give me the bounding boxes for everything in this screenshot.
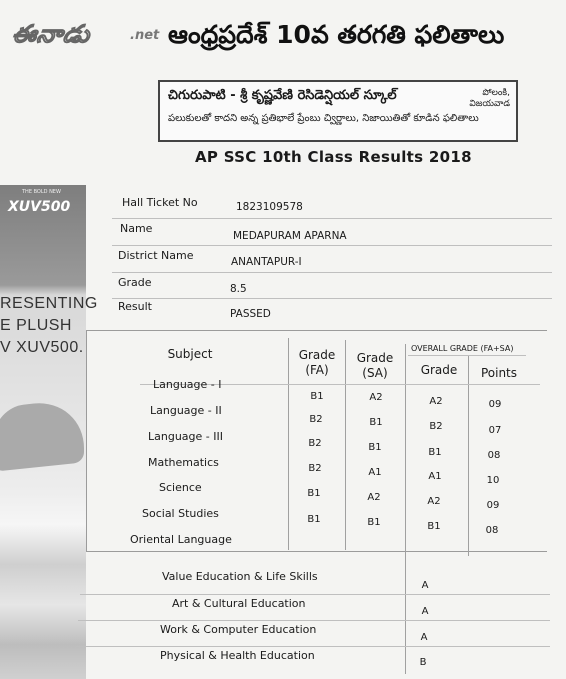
grade-value: 8.5 [230,283,247,295]
sa-grade: A1 [368,467,382,478]
grade-label: Grade [118,276,152,289]
fa-grade: B2 [308,438,322,449]
subject-name: Social Studies [142,507,219,520]
sa-header-line1: Grade [356,351,394,365]
overall-grade: B1 [427,521,441,532]
overall-grade: B [419,657,427,668]
school-banner [158,80,518,142]
results-title: AP SSC 10th Class Results 2018 [195,148,472,166]
overall-grade: A2 [429,396,443,407]
overall-grade: A [421,580,429,591]
overall-grade: B1 [428,447,442,458]
car-image [0,398,84,471]
column-divider [405,344,406,674]
column-divider [288,338,289,550]
result-label: Result [118,300,152,313]
result-value: PASSED [230,308,271,320]
points: 09 [486,500,500,511]
points: 08 [485,525,499,536]
fa-header-line2: (FA) [305,363,329,377]
sa-header-line2: (SA) [362,366,388,380]
overall-grade: A2 [427,496,441,507]
fa-grade: B1 [307,488,321,499]
sa-grade: B1 [368,442,382,453]
sa-grade: A2 [367,492,381,503]
points: 10 [486,475,500,486]
fa-header-line1: Grade [298,348,336,362]
grade-header: Grade [420,363,458,377]
sa-grade: A2 [369,392,383,403]
ad-line-3: V XUV500. [0,339,84,356]
column-divider [345,340,346,550]
page-headline: ఆంధ్రప్రదేశ్ 10వ తరగతి ఫలితాలు [168,20,505,49]
divider [112,272,552,273]
sa-grade: B1 [369,417,383,428]
subject-name: Mathematics [148,456,219,469]
row-divider [80,594,550,595]
fa-grade: B2 [309,414,323,425]
eenadu-logo [8,14,160,50]
name-label: Name [120,222,153,235]
logo-suffix: .net [130,28,160,43]
row-divider [76,646,550,647]
ad-tag: THE BOLD NEW [22,189,61,195]
overall-header: OVERALL GRADE (FA+SA) [411,344,514,353]
school-location-line2: విజయవాడ [469,99,510,109]
column-divider [468,356,469,556]
school-location-line1: పోలంకి, [482,88,510,98]
subject-name: Oriental Language [130,533,232,546]
hall-ticket-label: Hall Ticket No [122,196,198,209]
overall-divider [408,355,526,356]
school-name: చిగురుపాటి - శ్రీ కృష్ణవేణి రెసిడెన్షియల్ స్కూల్ [168,88,397,103]
subject-name: Language - I [153,378,222,391]
divider [112,298,552,299]
fa-grade: B1 [307,514,321,525]
sa-grade: B1 [367,517,381,528]
school-location [469,88,510,110]
subject-name: Physical & Health Education [160,649,315,662]
logo-text: ఈనాడు [10,20,93,48]
hall-ticket-value: 1823109578 [236,201,303,213]
xuv500-advertisement[interactable] [0,185,98,679]
divider [112,245,552,246]
subject-name: Art & Cultural Education [172,597,306,610]
school-tagline: పలుకులతో కాదని అన్న ప్రతిభాలే ప్రేంబు చ్విర్ణాలు, నిజాయితితో కూడిన ఫలితాలు [168,113,479,124]
fa-grade: B2 [308,463,322,474]
district-value: ANANTAPUR-I [231,256,302,268]
district-label: District Name [118,249,194,262]
ad-line-1: RESENTING [0,295,98,312]
subject-name: Work & Computer Education [160,623,317,636]
subject-name: Language - II [150,404,222,417]
overall-grade: B2 [429,421,443,432]
subject-name: Value Education & Life Skills [162,570,318,583]
subject-header: Subject [167,347,213,361]
divider [112,218,552,219]
subject-name: Language - III [148,430,223,443]
points: 07 [488,425,502,436]
points: 09 [488,399,502,410]
name-value: MEDAPURAM APARNA [233,230,347,242]
fa-grade: B1 [310,391,324,402]
points: 08 [487,450,501,461]
ad-line-2: E PLUSH [0,317,72,334]
points-header: Points [480,366,518,380]
overall-grade: A [420,632,428,643]
overall-grade: A1 [428,471,442,482]
ad-logo: XUV500 [8,199,71,215]
row-divider [78,620,550,621]
overall-grade: A [421,606,429,617]
subject-name: Science [159,481,202,494]
